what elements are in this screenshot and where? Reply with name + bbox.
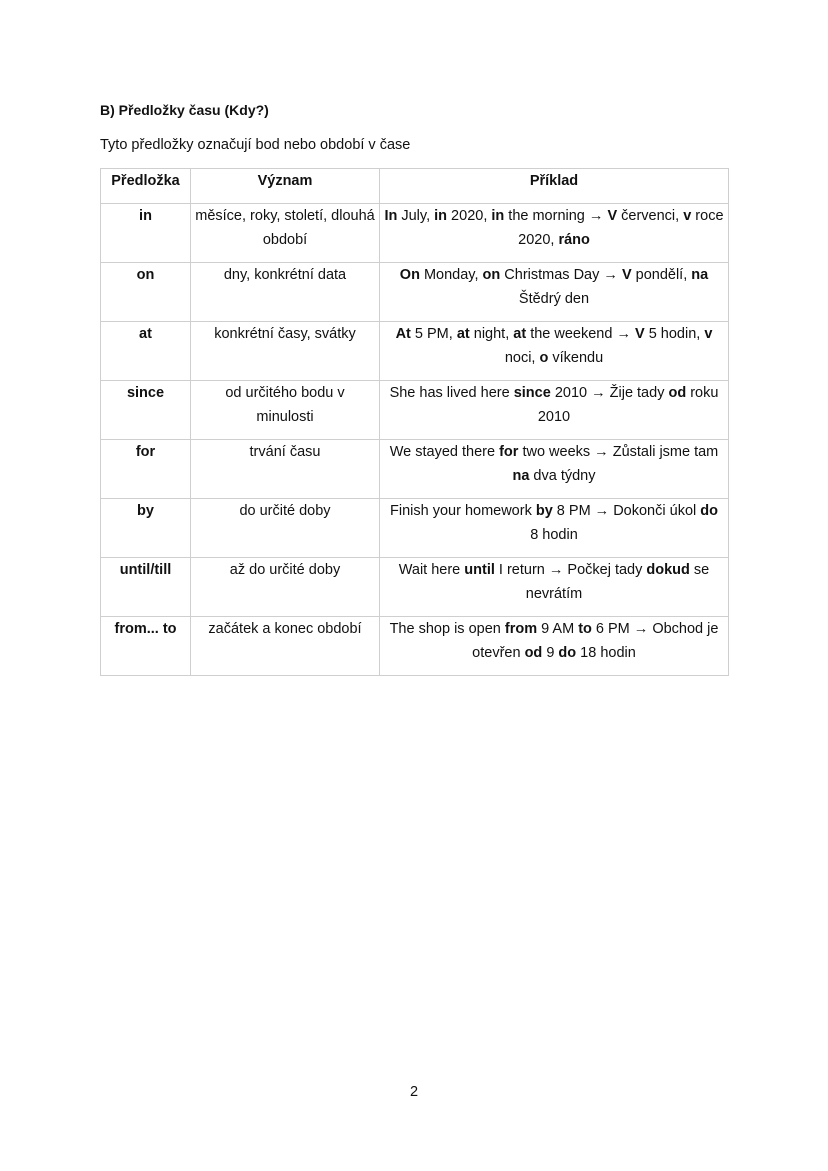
cell-meaning: od určitého bodu v minulosti <box>191 381 380 440</box>
example-keyword: o <box>539 349 549 366</box>
cell-example <box>380 204 729 263</box>
example-text: dva týdny <box>529 467 596 484</box>
example-keyword: for <box>499 444 519 460</box>
example-keyword: ráno <box>558 231 590 248</box>
example-keyword: on <box>482 267 501 283</box>
example-keyword: v <box>704 326 713 342</box>
table-row <box>101 322 729 381</box>
example-text: 5 PM, <box>410 326 457 342</box>
cell-meaning: dny, konkrétní data <box>191 263 380 322</box>
example-text: two weeks → Zůstali jsme tam <box>518 444 719 460</box>
example-keyword: to <box>578 621 592 637</box>
cell-preposition: in <box>101 204 191 263</box>
table-body <box>101 204 729 676</box>
table-row <box>101 617 729 676</box>
cell-example <box>380 322 729 381</box>
example-text: the morning → <box>504 208 608 224</box>
cell-preposition: until/till <box>101 558 191 617</box>
example-keyword: od <box>524 644 543 661</box>
cell-example <box>380 499 729 558</box>
table-row <box>101 440 729 499</box>
example-keyword: At <box>395 326 411 342</box>
example-text: 5 hodin, <box>644 326 705 342</box>
section-heading: B) Předložky času (Kdy?) <box>100 102 269 118</box>
example-text: 18 hodin <box>576 644 636 661</box>
column-header-preposition: Předložka <box>101 169 191 204</box>
example-keyword: since <box>513 385 551 401</box>
example-text: roce 2020, <box>518 208 724 248</box>
example-keyword: in <box>491 208 505 224</box>
example-keyword: from <box>504 621 538 637</box>
example-keyword: at <box>513 326 527 342</box>
example-keyword: in <box>434 208 448 224</box>
example-text: 8 PM → Dokonči úkol <box>552 503 701 519</box>
cell-preposition: since <box>101 381 191 440</box>
example-keyword: na <box>512 467 530 484</box>
example-keyword: na <box>691 267 709 283</box>
example-text: The shop is open <box>389 621 505 637</box>
section-intro: Tyto předložky označují bod nebo období v čase <box>100 137 411 153</box>
cell-preposition: by <box>101 499 191 558</box>
prepositions-table <box>100 168 729 676</box>
cell-example <box>380 440 729 499</box>
column-header-meaning: Význam <box>191 169 380 204</box>
example-text: 8 hodin <box>530 526 578 543</box>
cell-example <box>380 558 729 617</box>
example-keyword: do <box>558 644 577 661</box>
example-text: She has lived here <box>389 385 514 401</box>
example-text: the weekend → <box>526 326 635 342</box>
table-row <box>101 558 729 617</box>
example-keyword: On <box>399 267 420 283</box>
table-row <box>101 499 729 558</box>
example-text: Štědrý den <box>518 290 590 307</box>
example-text: 2010 → Žije tady <box>550 385 669 401</box>
cell-example <box>380 617 729 676</box>
example-keyword: until <box>464 562 495 578</box>
example-text: roku 2010 <box>537 385 719 425</box>
page-number: 2 <box>409 1084 419 1100</box>
table-header-row <box>101 169 729 204</box>
cell-meaning: začátek a konec období <box>191 617 380 676</box>
cell-meaning: trvání času <box>191 440 380 499</box>
example-keyword: dokud <box>646 562 690 578</box>
example-text: July, <box>397 208 435 224</box>
table-row <box>101 204 729 263</box>
example-text: víkendu <box>548 349 604 366</box>
example-text: 9 AM <box>537 621 579 637</box>
example-keyword: do <box>700 503 718 519</box>
example-text: pondělí, <box>631 267 692 283</box>
column-header-example: Příklad <box>380 169 729 204</box>
example-text: 2020, <box>447 208 492 224</box>
example-text: Finish your homework <box>390 503 536 519</box>
example-text: 9 <box>542 644 559 661</box>
cell-preposition: from... to <box>101 617 191 676</box>
example-keyword: by <box>535 503 553 519</box>
cell-meaning: do určité doby <box>191 499 380 558</box>
cell-preposition: on <box>101 263 191 322</box>
example-keyword: V <box>607 208 618 224</box>
example-keyword: V <box>635 326 645 342</box>
table-row <box>101 381 729 440</box>
cell-example <box>380 381 729 440</box>
table-row <box>101 263 729 322</box>
example-text: night, <box>469 326 514 342</box>
example-text: Monday, <box>419 267 483 283</box>
cell-meaning: až do určité doby <box>191 558 380 617</box>
example-text: 6 PM → Obchod je otevřen <box>472 621 719 661</box>
example-text: Christmas Day → <box>500 267 622 283</box>
cell-meaning: konkrétní časy, svátky <box>191 322 380 381</box>
cell-example <box>380 263 729 322</box>
example-text: I return → Počkej tady <box>494 562 647 578</box>
example-keyword: od <box>668 385 687 401</box>
cell-meaning: měsíce, roky, století, dlouhá období <box>191 204 380 263</box>
example-keyword: at <box>456 326 470 342</box>
example-keyword: V <box>621 267 632 283</box>
example-keyword: v <box>683 208 692 224</box>
example-text: Wait here <box>398 562 465 578</box>
example-text: se nevrátím <box>525 562 710 602</box>
example-text: We stayed there <box>389 444 500 460</box>
example-text: červenci, <box>617 208 684 224</box>
example-text: noci, <box>504 349 540 366</box>
cell-preposition: at <box>101 322 191 381</box>
example-keyword: In <box>384 208 398 224</box>
cell-preposition: for <box>101 440 191 499</box>
